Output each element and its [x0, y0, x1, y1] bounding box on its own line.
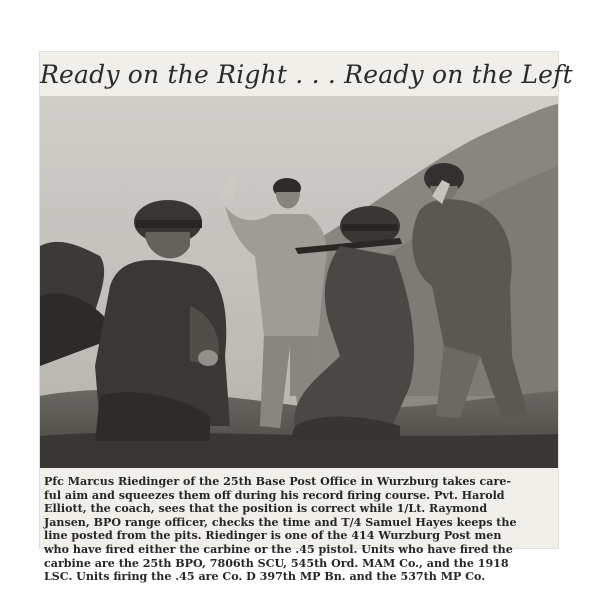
caption-line: Jansen, BPO range officer, checks the time and T/4 Samuel Hayes keeps the — [44, 515, 517, 529]
newspaper-clipping — [40, 52, 573, 584]
caption-line: line posted from the pits. Riedinger is one of the 414 Wurzburg Post men — [44, 529, 502, 543]
caption-line: Elliott, the coach, sees that the position is correct while 1/Lt. Raymond — [44, 502, 488, 516]
caption-line: LSC. Units firing the .45 are Co. D 397th MP Bn. and the 537th MP Co. — [44, 570, 486, 584]
photograph — [40, 96, 558, 468]
caption-line: ful aim and squeezes them off during his record firing course. Pvt. Harold — [44, 488, 505, 502]
headline: Ready on the Right . . . Ready on the Left — [40, 60, 573, 89]
caption-line: who have fired either the carbine or the .45 pistol. Units who have fired the — [44, 542, 513, 556]
photo-caption — [44, 475, 556, 584]
caption-line: Pfc Marcus Riedinger of the 25th Base Post Office in Wurzburg takes care- — [44, 475, 511, 488]
caption-line: carbine are the 25th BPO, 7806th SCU, 545th Ord. MAM Co., and the 1918 — [44, 556, 509, 570]
